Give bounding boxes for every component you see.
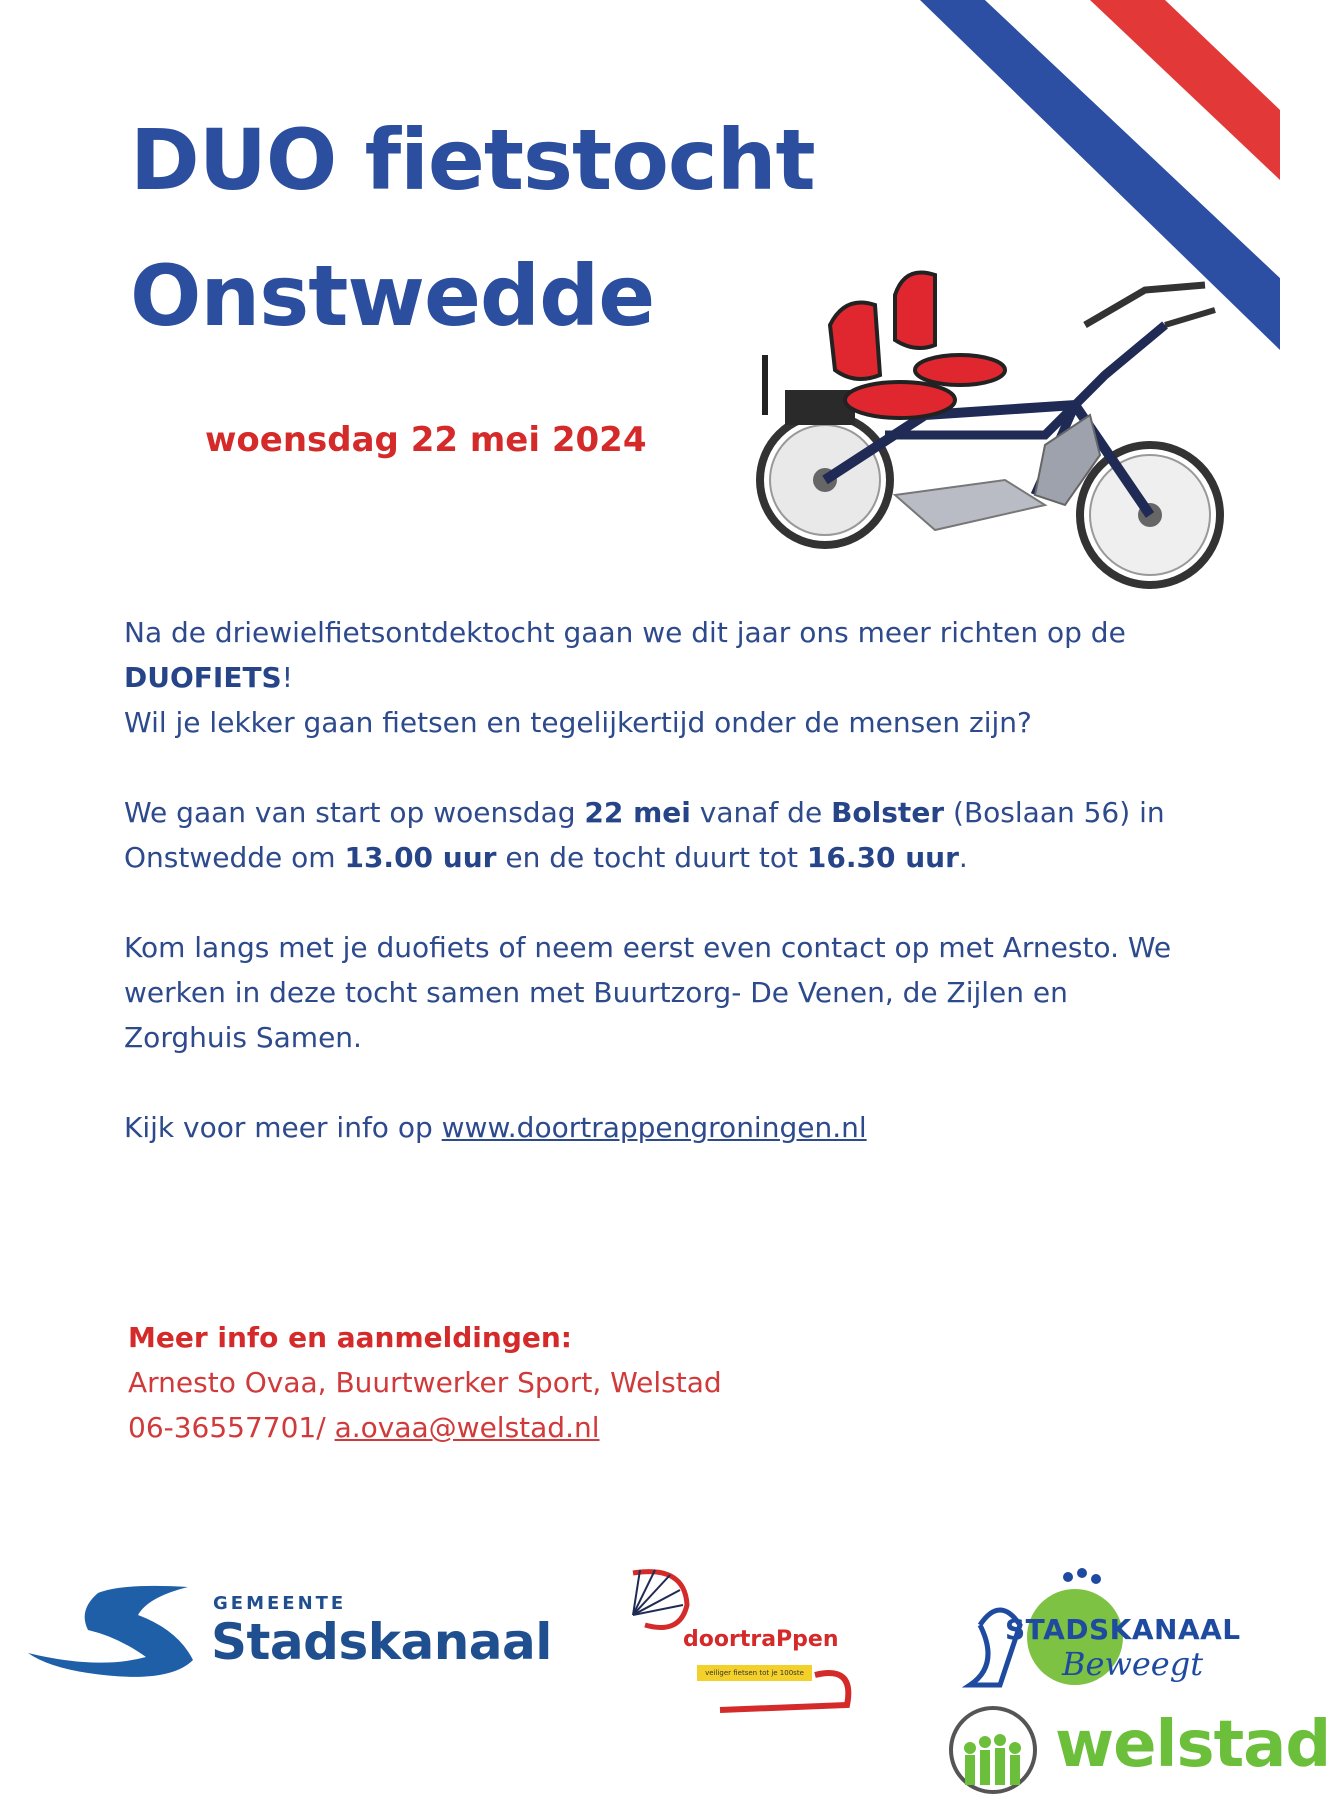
contact-phone: 06-36557701/: [128, 1411, 335, 1444]
welstad-logo: welstad: [945, 1700, 1275, 1800]
website-link[interactable]: www.doortrappengroningen.nl: [441, 1111, 867, 1144]
contact-heading: Meer info en aanmeldingen:: [128, 1321, 572, 1354]
contact-person: Arnesto Ovaa, Buurtwerker Sport, Welstad: [128, 1366, 722, 1399]
stadskanaal-beweegt-logo: STADSKANAAL Beweegt: [960, 1565, 1260, 1695]
people-circle-icon: [945, 1700, 1045, 1800]
stadskanaal-wave-icon: [28, 1575, 208, 1695]
paragraph-partners: Kom langs met je duofiets of neem eerst even contact op met Arnesto. We werken in deze tocht samen met Buurtzorg- De Venen, de Zijlen en Zorghuis Samen.: [124, 931, 1172, 1054]
gemeente-stadskanaal-logo: GEMEENTE Stadskanaal: [28, 1575, 548, 1695]
email-link[interactable]: a.ovaa@welstad.nl: [334, 1411, 600, 1444]
event-description: [124, 610, 1184, 1195]
paragraph-more-info: Kijk voor meer info op www.doortrappengroningen.nl: [124, 1111, 867, 1144]
doortrappen-logo: doortraPpen veiliger fietsen tot je 100ste: [625, 1565, 865, 1715]
paragraph-intro: Na de driewielfietsontdektocht gaan we dit jaar ons meer richten op de DUOFIETS! Wil je lekker gaan fietsen en tegelijkertijd onder de mensen zijn?: [124, 616, 1126, 739]
paragraph-schedule: We gaan van start op woensdag 22 mei vanaf de Bolster (Boslaan 56) in Onstwedde om 13.00 uur en de tocht duurt tot 16.30 uur.: [124, 796, 1165, 874]
duo-bike-image: [745, 265, 1245, 595]
event-date: woensdag 22 mei 2024: [205, 420, 647, 460]
contact-block: [128, 1315, 722, 1450]
page-title: DUO fietstocht Onstwedde: [130, 111, 815, 345]
contact-phone-email: [128, 1405, 722, 1450]
